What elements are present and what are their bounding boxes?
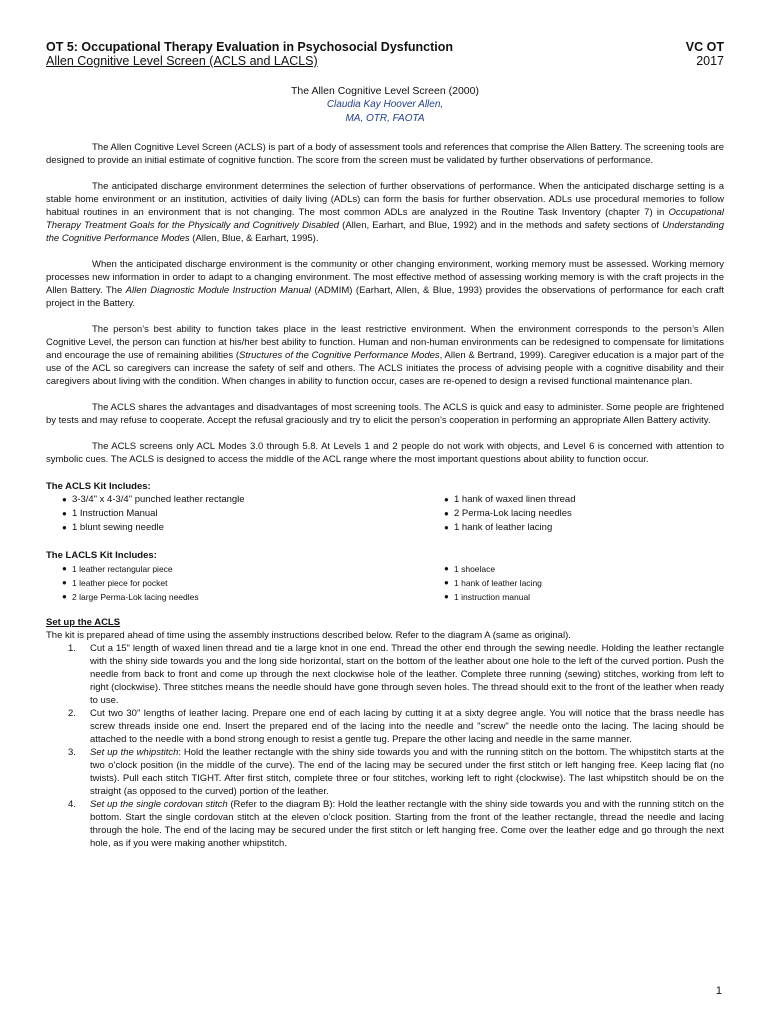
paragraph-3-text-b: (ADMIM) (Earhart, Allen, & Blue, 1993) provides the observations of performance for each craft project in the Battery. [46,285,725,309]
step-body: Cut two 30" lengths of leather lacing. Prepare one end of each lacing by cutting it at a sixty degree angle. You will notice that the brass needle has screw threads inside one end. Insert the prepared end of the lacing into the needle and "screw" the needle onto the lacing. The lacing should be attached to the needle with a bond strong enough to resist a gentle tug. Prepare the other lacing and needle in the same manner. [90,708,724,745]
paragraph-5 [46,401,724,427]
setup-step [46,798,724,850]
page-number: 1 [715,985,722,997]
step-text [90,798,724,850]
list-item [46,493,428,507]
setup-intro: The kit is prepared ahead of time using the assembly instructions described below. Refer to the diagram A (same as original). [46,630,571,641]
setup-title: Set up the ACLS [46,617,121,628]
list-item [428,590,724,604]
step-body: (Refer to the diagram B): Hold the leather rectangle with the shiny side towards you and with the running stitch on the bottom. Start the single cordovan stitch at the eleven o’clock position. Starting from the front of the leather rectangle, thread the needle and lacing through the hole. The end of the lacing may be secured under the first stitch or left hanging free. Come over the leather edge and go through the next hole, as if you were making another whipstitch. [90,799,724,849]
list-item [428,507,724,521]
list-item-text: 2 Perma-Lok lacing needles [454,508,572,519]
author-name: Claudia Kay Hoover Allen, [326,99,444,110]
step-text [90,746,724,798]
step-heading: Set up the single cordovan stitch [90,799,228,810]
author-credentials: MA, OTR, FAOTA [345,113,425,124]
bullet-icon: ● [444,578,449,587]
title-block [46,84,724,126]
acls-kit-title: The ACLS Kit Includes: [46,481,151,492]
header-row-1 [46,40,724,54]
list-item [46,521,428,535]
bullet-icon: ● [444,523,449,532]
list-item [46,576,428,590]
step-number: 2. [68,708,76,719]
step-body: Cut a 15" length of waxed linen thread and tie a large knot in one end. Thread the other end through the sewing needle. Holding the leather rectangle with the shiny side towards you and the long side horizontal, start on the bottom of the leather about one hole to the left of the curved portion. Push the needle from back to front and come up through the next clockwise hole of the leather. Complete three running (sewing) stitches, working from left to right (clockwise). Three stitches means the needle should have gone through seven holes. The thread should exit to the front of the leather when ready to use. [90,643,724,706]
step-heading: Set up the whipstitch [90,747,179,758]
paragraph-4-text-b: , Allen & Bertrand, 1999). Caregiver education is a major part of the use of the ACL so caregivers can increase the safety of self and others. The ACLS initiates the process of advising people with a cognitive disability and their caregivers about living with the condition. When changes in ability to function occur, cases are re-opened to design a revised functional maintenance plan. [46,350,725,387]
paragraph-6 [46,440,724,466]
list-item [428,562,724,576]
list-item [46,507,428,521]
paragraph-3-ref: Allen Diagnostic Module Instruction Manual [125,285,312,296]
paragraph-1 [46,141,724,167]
list-item [46,562,428,576]
paragraph-1-text: The Allen Cognitive Level Screen (ACLS) is part of a body of assessment tools and references that comprise the Allen Battery. The screening tools are designed to provide an initial estimate of cognitive function. The score from the screen must be validated by further observations of performance. [46,142,724,166]
list-item-text: 1 hank of leather lacing [454,578,542,588]
step-number: 3. [68,747,76,758]
paragraph-2-ref-2: Understanding the Cognitive Performance Modes [46,220,724,244]
document-subtitle: Allen Cognitive Level Screen (ACLS and LACLS) [46,54,318,68]
bullet-icon: ● [62,509,67,518]
paragraph-5-text: The ACLS shares the advantages and disadvantages of most screening tools. The ACLS is quick and easy to administer. Some people are frightened by tests and may refuse to cooperate. Accept the refusal graciously and try to elicit the person’s cooperation in performing an appropriate Allen Battery activity. [46,402,724,426]
lacls-kit-title: The LACLS Kit Includes: [46,550,157,561]
bullet-icon: ● [444,495,449,504]
paragraph-4-text-a: The person’s best ability to function takes place in the least restrictive environment. When the environment corresponds to the person’s Allen Cognitive Level, the person can function at his/her best ability to function. Human and non-human environments can be redesigned to compensate for limitations and encourage the use of remaining abilities ( [46,324,724,361]
list-item-text: 1 shoelace [454,564,496,574]
document-page [46,40,724,850]
list-item-text: 1 Instruction Manual [72,508,158,519]
bullet-icon: ● [62,495,67,504]
list-item-text: 1 leather piece for pocket [72,578,168,588]
step-number: 1. [68,643,76,654]
setup-step [46,642,724,707]
setup-step [46,746,724,798]
paragraph-3-text-a: When the anticipated discharge environment is the community or other changing environment, working memory must be assessed. Working memory processes new information in order to adapt to a changing environment. The most effective method of assessing working memory is with the craft projects in the Allen Battery. The [46,259,724,296]
paragraph-2-ref-1: Occupational Therapy Treatment Goals for the Physically and Cognitively Disabled [46,207,724,231]
list-item [428,521,724,535]
acls-kit-left-column [46,493,428,535]
lacls-kit-list [46,562,724,604]
paragraph-3 [46,258,724,310]
list-item [428,493,724,507]
bullet-icon: ● [62,578,67,587]
acls-kit-list [46,493,724,535]
setup-step [46,707,724,746]
doc-title: The Allen Cognitive Level Screen (2000) [291,85,479,97]
bullet-icon: ● [62,523,67,532]
bullet-icon: ● [444,564,449,573]
bullet-icon: ● [444,509,449,518]
list-item-text: 1 hank of waxed linen thread [454,494,576,505]
lacls-kit-left-column [46,562,428,604]
paragraph-2 [46,180,724,245]
header-row-2 [46,54,724,68]
list-item [428,576,724,590]
list-item-text: 1 hank of leather lacing [454,522,553,533]
step-text [90,707,724,746]
paragraph-6-text: The ACLS screens only ACL Modes 3.0 through 5.8. At Levels 1 and 2 people do not work with objects, and Level 6 is concerned with attention to symbolic cues. The ACLS is designed to access the middle of the ACL range where the most important questions about ability to function occur. [46,441,724,465]
list-item [46,590,428,604]
list-item-text: 2 large Perma-Lok lacing needles [72,592,199,602]
list-item-text: 1 leather rectangular piece [72,564,173,574]
bullet-icon: ● [444,592,449,601]
step-body: : Hold the leather rectangle with the shiny side towards you and with the running stitch on the bottom. The whipstitch starts at the two o’clock position (in the middle of the curve). The end of the lacing may be secured under the first stitch or left hanging free. Keep lacing flat (no twists). Pull each stitch TIGHT. After first stitch, complete three or four stitches, working left to right (clockwise). The last whipstitch should be on the straight (as opposed to the curved) portion of the leather. [90,747,724,797]
paragraph-4 [46,323,724,388]
step-text [90,642,724,707]
paragraph-2-text-b: (Allen, Earhart, and Blue, 1992) and in the methods and safety sections of [339,220,663,231]
list-item-text: 1 blunt sewing needle [72,522,164,533]
list-item-text: 1 instruction manual [454,592,531,602]
bullet-icon: ● [62,592,67,601]
paragraph-4-ref: Structures of the Cognitive Performance Modes [239,350,440,361]
step-number: 4. [68,799,76,810]
lacls-kit-right-column [428,562,724,604]
acls-kit-right-column [428,493,724,535]
paragraph-2-text-c: (Allen, Blue, & Earhart, 1995). [189,233,319,244]
org-label: VC OT [685,40,724,54]
year-label: 2017 [696,54,724,68]
paragraph-2-text-a: The anticipated discharge environment determines the selection of further observations of performance. When the anticipated discharge setting is a stable home environment or an institution, activities of daily living (ADLs) can form the basis for further observation. ADLs use procedural memories to follow habitual routines in an environment that is not changing. The most common ADLs are analyzed in the Routine Task Inventory (chapter 7) in [46,181,724,218]
course-title: OT 5: Occupational Therapy Evaluation in Psychosocial Dysfunction [46,40,454,54]
bullet-icon: ● [62,564,67,573]
list-item-text: 3-3/4" x 4-3/4" punched leather rectangle [72,494,245,505]
